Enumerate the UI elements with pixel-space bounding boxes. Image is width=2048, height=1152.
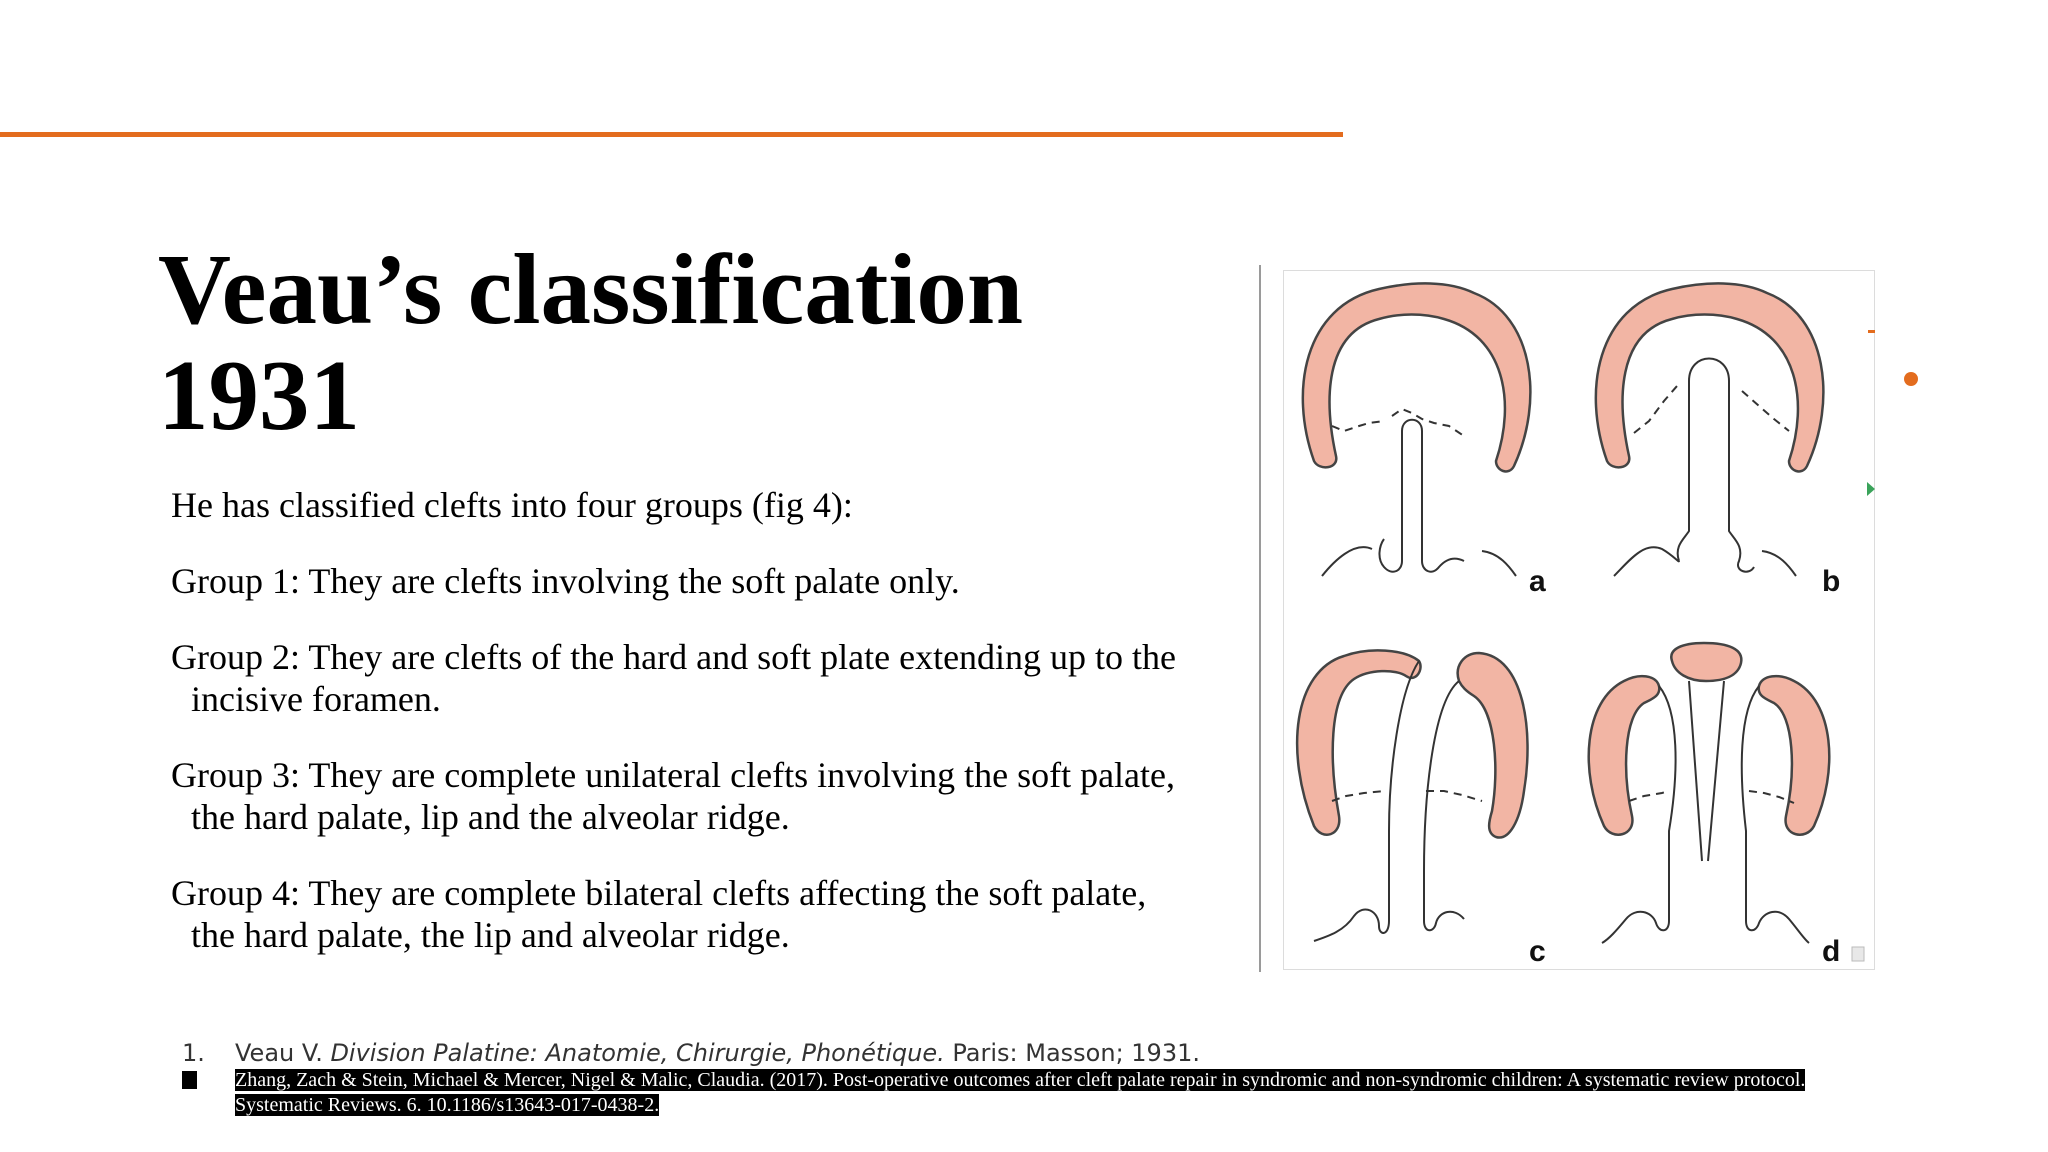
- title-line-2: 1931: [158, 339, 360, 451]
- cleft-palate-figure: [1283, 270, 1875, 970]
- reference-1-book: Division Palatine: Anatomie, Chirurgie, Phonétique.: [330, 1039, 945, 1067]
- palate-segment-c-right: [1458, 653, 1528, 838]
- panel-label-c: c: [1529, 935, 1546, 968]
- group-2-paragraph: Group 2: They are clefts of the hard and soft plate extending up to the incisive foramen.: [171, 637, 1177, 719]
- palate-segment-c-left: [1297, 650, 1420, 834]
- reference-2: [182, 1068, 1932, 1118]
- body-text: [171, 484, 1191, 990]
- reference-1-author: Veau V.: [235, 1039, 331, 1067]
- intro-paragraph: He has classified clefts into four groups (fig 4):: [171, 485, 853, 525]
- slide-title: [158, 233, 1158, 451]
- panel-label-d: d: [1822, 935, 1841, 968]
- cleft-palate-diagram: [1284, 271, 1874, 969]
- soft-palate-a: [1402, 420, 1464, 572]
- vertical-divider: [1259, 265, 1261, 972]
- green-arrow-icon: [1867, 482, 1875, 496]
- reference-1-number: 1.: [182, 1039, 205, 1067]
- reference-1-publisher: Paris: Masson; 1931.: [944, 1039, 1200, 1067]
- panel-label-a: a: [1529, 565, 1546, 598]
- orange-tick-mark: [1868, 330, 1875, 333]
- accent-rule: [0, 132, 1343, 137]
- palate-arch-b: [1596, 283, 1824, 471]
- reference-1: [182, 1038, 1932, 1068]
- figure-corner-icon: [1852, 947, 1864, 961]
- title-line-1: Veau’s classification: [158, 233, 1024, 345]
- palate-arch-a: [1303, 283, 1531, 471]
- panel-label-b: b: [1822, 565, 1841, 598]
- group-1-paragraph: Group 1: They are clefts involving the soft palate only.: [171, 561, 960, 601]
- orange-bullet-dot: [1904, 372, 1918, 386]
- group-4-paragraph: Group 4: They are complete bilateral clefts affecting the soft palate, the hard palate, the lip and alveolar ridge.: [171, 873, 1147, 955]
- reference-2-number: 2.: [184, 1072, 195, 1087]
- reference-2-line-2: Systematic Reviews. 6. 10.1186/s13643-017-0438-2.: [235, 1094, 660, 1116]
- palate-segment-d-right: [1759, 676, 1830, 835]
- reference-2-line-1: Zhang, Zach & Stein, Michael & Mercer, Nigel & Malic, Claudia. (2017). Post-operative outcomes after cleft palate repair in syndromic and non-syndromic children: A systematic review protocol.: [235, 1069, 1806, 1091]
- references: [182, 1038, 1932, 1118]
- group-3-paragraph: Group 3: They are complete unilateral clefts involving the soft palate, the hard palate, lip and the alveolar ridge.: [171, 755, 1176, 837]
- palate-segment-d-left: [1589, 676, 1660, 835]
- premaxilla-d: [1671, 643, 1741, 681]
